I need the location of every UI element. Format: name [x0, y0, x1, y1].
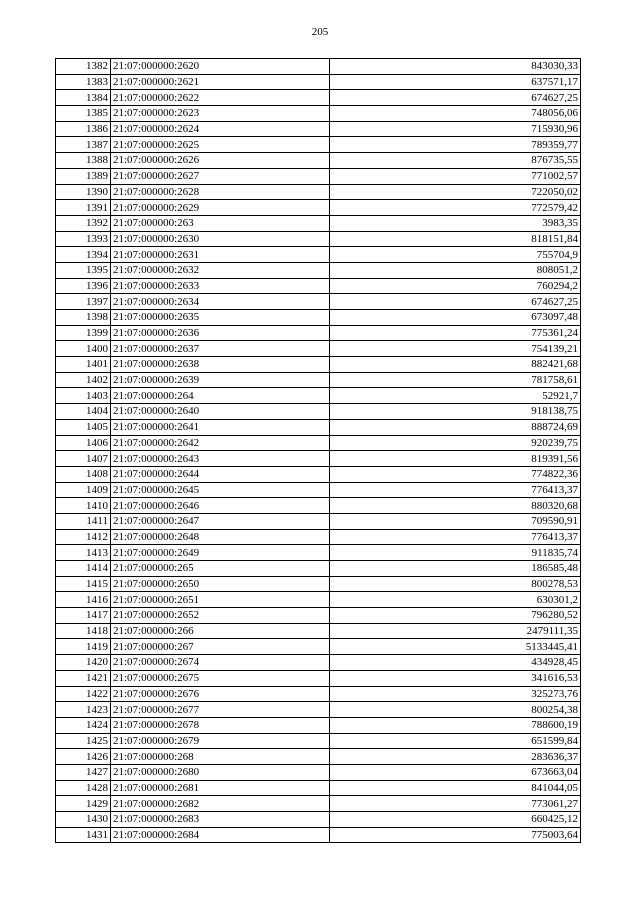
table-row: [56, 294, 581, 310]
table-row: [56, 576, 581, 592]
table-row: [56, 702, 581, 718]
value-cell: 760294,2: [330, 278, 581, 294]
row-number-cell: 1389: [56, 168, 111, 184]
row-number-cell: 1424: [56, 717, 111, 733]
value-cell: 754139,21: [330, 341, 581, 357]
cadastral-number-cell: 21:07:000000:2627: [111, 168, 330, 184]
row-number-cell: 1394: [56, 247, 111, 263]
cadastral-number-cell: 21:07:000000:2646: [111, 498, 330, 514]
row-number-cell: 1407: [56, 451, 111, 467]
row-number-cell: 1430: [56, 812, 111, 828]
value-cell: 800254,38: [330, 702, 581, 718]
table-row: [56, 419, 581, 435]
row-number-cell: 1385: [56, 106, 111, 122]
value-cell: 882421,68: [330, 357, 581, 373]
table-row: [56, 357, 581, 373]
row-number-cell: 1419: [56, 639, 111, 655]
table-row: [56, 435, 581, 451]
cadastral-number-cell: 21:07:000000:265: [111, 561, 330, 577]
table-row: [56, 325, 581, 341]
cadastral-number-cell: 21:07:000000:267: [111, 639, 330, 655]
table-row: [56, 529, 581, 545]
table-row: [56, 733, 581, 749]
cadastral-number-cell: 21:07:000000:2651: [111, 592, 330, 608]
table-row: [56, 780, 581, 796]
cadastral-number-cell: 21:07:000000:2631: [111, 247, 330, 263]
row-number-cell: 1382: [56, 59, 111, 75]
table-row: [56, 184, 581, 200]
row-number-cell: 1413: [56, 545, 111, 561]
cadastral-number-cell: 21:07:000000:2639: [111, 372, 330, 388]
table-row: [56, 498, 581, 514]
row-number-cell: 1404: [56, 404, 111, 420]
value-cell: 776413,37: [330, 529, 581, 545]
cadastral-number-cell: 21:07:000000:2625: [111, 137, 330, 153]
value-cell: 841044,05: [330, 780, 581, 796]
row-number-cell: 1422: [56, 686, 111, 702]
value-cell: 918138,75: [330, 404, 581, 420]
cadastral-number-cell: 21:07:000000:2681: [111, 780, 330, 796]
row-number-cell: 1398: [56, 310, 111, 326]
value-cell: 796280,52: [330, 608, 581, 624]
row-number-cell: 1418: [56, 623, 111, 639]
value-cell: 808051,2: [330, 262, 581, 278]
cadastral-number-cell: 21:07:000000:2633: [111, 278, 330, 294]
table-row: [56, 561, 581, 577]
row-number-cell: 1386: [56, 121, 111, 137]
row-number-cell: 1412: [56, 529, 111, 545]
cadastral-number-cell: 21:07:000000:2624: [111, 121, 330, 137]
cadastral-number-cell: 21:07:000000:2637: [111, 341, 330, 357]
cadastral-number-cell: 21:07:000000:2683: [111, 812, 330, 828]
row-number-cell: 1400: [56, 341, 111, 357]
table-row: [56, 59, 581, 75]
row-number-cell: 1416: [56, 592, 111, 608]
cadastral-number-cell: 21:07:000000:263: [111, 215, 330, 231]
table-row: [56, 796, 581, 812]
table-row: [56, 74, 581, 90]
table-row: [56, 764, 581, 780]
row-number-cell: 1425: [56, 733, 111, 749]
table-row: [56, 341, 581, 357]
value-cell: 52921,7: [330, 388, 581, 404]
cadastral-number-cell: 21:07:000000:2647: [111, 513, 330, 529]
cadastral-number-cell: 21:07:000000:2644: [111, 466, 330, 482]
row-number-cell: 1429: [56, 796, 111, 812]
table-row: [56, 137, 581, 153]
value-cell: 776413,37: [330, 482, 581, 498]
value-cell: 876735,55: [330, 153, 581, 169]
cadastral-number-cell: 21:07:000000:2650: [111, 576, 330, 592]
value-cell: 775003,64: [330, 827, 581, 843]
value-cell: 773061,27: [330, 796, 581, 812]
row-number-cell: 1405: [56, 419, 111, 435]
row-number-cell: 1399: [56, 325, 111, 341]
value-cell: 325273,76: [330, 686, 581, 702]
table-row: [56, 670, 581, 686]
value-cell: 2479111,35: [330, 623, 581, 639]
cadastral-number-cell: 21:07:000000:2629: [111, 200, 330, 216]
value-cell: 630301,2: [330, 592, 581, 608]
value-cell: 3983,35: [330, 215, 581, 231]
table-row: [56, 812, 581, 828]
table-row: [56, 153, 581, 169]
row-number-cell: 1431: [56, 827, 111, 843]
cadastral-value-table: [55, 58, 581, 843]
table-row: [56, 827, 581, 843]
table-row: [56, 513, 581, 529]
value-cell: 843030,33: [330, 59, 581, 75]
table-row: [56, 655, 581, 671]
value-cell: 673097,48: [330, 310, 581, 326]
value-cell: 434928,45: [330, 655, 581, 671]
cadastral-number-cell: 21:07:000000:2628: [111, 184, 330, 200]
table-row: [56, 482, 581, 498]
cadastral-number-cell: 21:07:000000:2621: [111, 74, 330, 90]
row-number-cell: 1410: [56, 498, 111, 514]
table-row: [56, 686, 581, 702]
cadastral-number-cell: 21:07:000000:2678: [111, 717, 330, 733]
table-row: [56, 639, 581, 655]
cadastral-number-cell: 21:07:000000:2643: [111, 451, 330, 467]
value-cell: 771002,57: [330, 168, 581, 184]
value-cell: 748056,06: [330, 106, 581, 122]
value-cell: 186585,48: [330, 561, 581, 577]
row-number-cell: 1388: [56, 153, 111, 169]
value-cell: 880320,68: [330, 498, 581, 514]
table-row: [56, 717, 581, 733]
row-number-cell: 1406: [56, 435, 111, 451]
table-row: [56, 215, 581, 231]
table-body: [56, 59, 581, 843]
value-cell: 755704,9: [330, 247, 581, 263]
value-cell: 651599,84: [330, 733, 581, 749]
cadastral-number-cell: 21:07:000000:268: [111, 749, 330, 765]
cadastral-number-cell: 21:07:000000:2652: [111, 608, 330, 624]
row-number-cell: 1408: [56, 466, 111, 482]
row-number-cell: 1396: [56, 278, 111, 294]
cadastral-number-cell: 21:07:000000:2622: [111, 90, 330, 106]
table-row: [56, 451, 581, 467]
row-number-cell: 1383: [56, 74, 111, 90]
row-number-cell: 1423: [56, 702, 111, 718]
cadastral-number-cell: 21:07:000000:2679: [111, 733, 330, 749]
cadastral-number-cell: 21:07:000000:2640: [111, 404, 330, 420]
value-cell: 709590,91: [330, 513, 581, 529]
table-row: [56, 121, 581, 137]
table-row: [56, 372, 581, 388]
cadastral-number-cell: 21:07:000000:2623: [111, 106, 330, 122]
table-row: [56, 592, 581, 608]
value-cell: 819391,56: [330, 451, 581, 467]
cadastral-number-cell: 21:07:000000:2682: [111, 796, 330, 812]
table-row: [56, 262, 581, 278]
table-row: [56, 388, 581, 404]
table-row: [56, 404, 581, 420]
value-cell: 788600,19: [330, 717, 581, 733]
table-row: [56, 749, 581, 765]
value-cell: 789359,77: [330, 137, 581, 153]
table-row: [56, 247, 581, 263]
cadastral-number-cell: 21:07:000000:2677: [111, 702, 330, 718]
value-cell: 715930,96: [330, 121, 581, 137]
value-cell: 673663,04: [330, 764, 581, 780]
row-number-cell: 1393: [56, 231, 111, 247]
row-number-cell: 1426: [56, 749, 111, 765]
row-number-cell: 1427: [56, 764, 111, 780]
row-number-cell: 1402: [56, 372, 111, 388]
value-cell: 722050,02: [330, 184, 581, 200]
row-number-cell: 1391: [56, 200, 111, 216]
value-cell: 637571,17: [330, 74, 581, 90]
cadastral-number-cell: 21:07:000000:2648: [111, 529, 330, 545]
value-cell: 5133445,41: [330, 639, 581, 655]
table-row: [56, 90, 581, 106]
table-row: [56, 278, 581, 294]
value-cell: 674627,25: [330, 90, 581, 106]
cadastral-number-cell: 21:07:000000:2641: [111, 419, 330, 435]
cadastral-number-cell: 21:07:000000:2638: [111, 357, 330, 373]
cadastral-number-cell: 21:07:000000:2676: [111, 686, 330, 702]
row-number-cell: 1420: [56, 655, 111, 671]
row-number-cell: 1415: [56, 576, 111, 592]
value-cell: 818151,84: [330, 231, 581, 247]
cadastral-number-cell: 21:07:000000:2645: [111, 482, 330, 498]
value-cell: 781758,61: [330, 372, 581, 388]
cadastral-number-cell: 21:07:000000:2635: [111, 310, 330, 326]
row-number-cell: 1411: [56, 513, 111, 529]
cadastral-number-cell: 21:07:000000:2680: [111, 764, 330, 780]
value-cell: 774822,36: [330, 466, 581, 482]
value-cell: 800278,53: [330, 576, 581, 592]
cadastral-number-cell: 21:07:000000:2649: [111, 545, 330, 561]
table-row: [56, 466, 581, 482]
row-number-cell: 1409: [56, 482, 111, 498]
cadastral-number-cell: 21:07:000000:2675: [111, 670, 330, 686]
table-row: [56, 623, 581, 639]
cadastral-number-cell: 21:07:000000:2630: [111, 231, 330, 247]
value-cell: 341616,53: [330, 670, 581, 686]
row-number-cell: 1392: [56, 215, 111, 231]
cadastral-number-cell: 21:07:000000:2634: [111, 294, 330, 310]
cadastral-number-cell: 21:07:000000:2632: [111, 262, 330, 278]
row-number-cell: 1397: [56, 294, 111, 310]
row-number-cell: 1417: [56, 608, 111, 624]
value-cell: 888724,69: [330, 419, 581, 435]
value-cell: 920239,75: [330, 435, 581, 451]
table-row: [56, 200, 581, 216]
table-row: [56, 106, 581, 122]
page-number: 205: [311, 26, 329, 38]
cadastral-number-cell: 21:07:000000:264: [111, 388, 330, 404]
value-cell: 674627,25: [330, 294, 581, 310]
row-number-cell: 1414: [56, 561, 111, 577]
row-number-cell: 1403: [56, 388, 111, 404]
cadastral-number-cell: 21:07:000000:2684: [111, 827, 330, 843]
row-number-cell: 1387: [56, 137, 111, 153]
table-row: [56, 310, 581, 326]
table-row: [56, 168, 581, 184]
row-number-cell: 1390: [56, 184, 111, 200]
value-cell: 660425,12: [330, 812, 581, 828]
cadastral-number-cell: 21:07:000000:2642: [111, 435, 330, 451]
cadastral-number-cell: 21:07:000000:2626: [111, 153, 330, 169]
value-cell: 911835,74: [330, 545, 581, 561]
row-number-cell: 1395: [56, 262, 111, 278]
value-cell: 775361,24: [330, 325, 581, 341]
table-row: [56, 545, 581, 561]
row-number-cell: 1428: [56, 780, 111, 796]
row-number-cell: 1421: [56, 670, 111, 686]
row-number-cell: 1384: [56, 90, 111, 106]
row-number-cell: 1401: [56, 357, 111, 373]
cadastral-number-cell: 21:07:000000:2636: [111, 325, 330, 341]
cadastral-number-cell: 21:07:000000:266: [111, 623, 330, 639]
table-row: [56, 231, 581, 247]
table-row: [56, 608, 581, 624]
value-cell: 772579,42: [330, 200, 581, 216]
cadastral-number-cell: 21:07:000000:2620: [111, 59, 330, 75]
value-cell: 283636,37: [330, 749, 581, 765]
cadastral-number-cell: 21:07:000000:2674: [111, 655, 330, 671]
